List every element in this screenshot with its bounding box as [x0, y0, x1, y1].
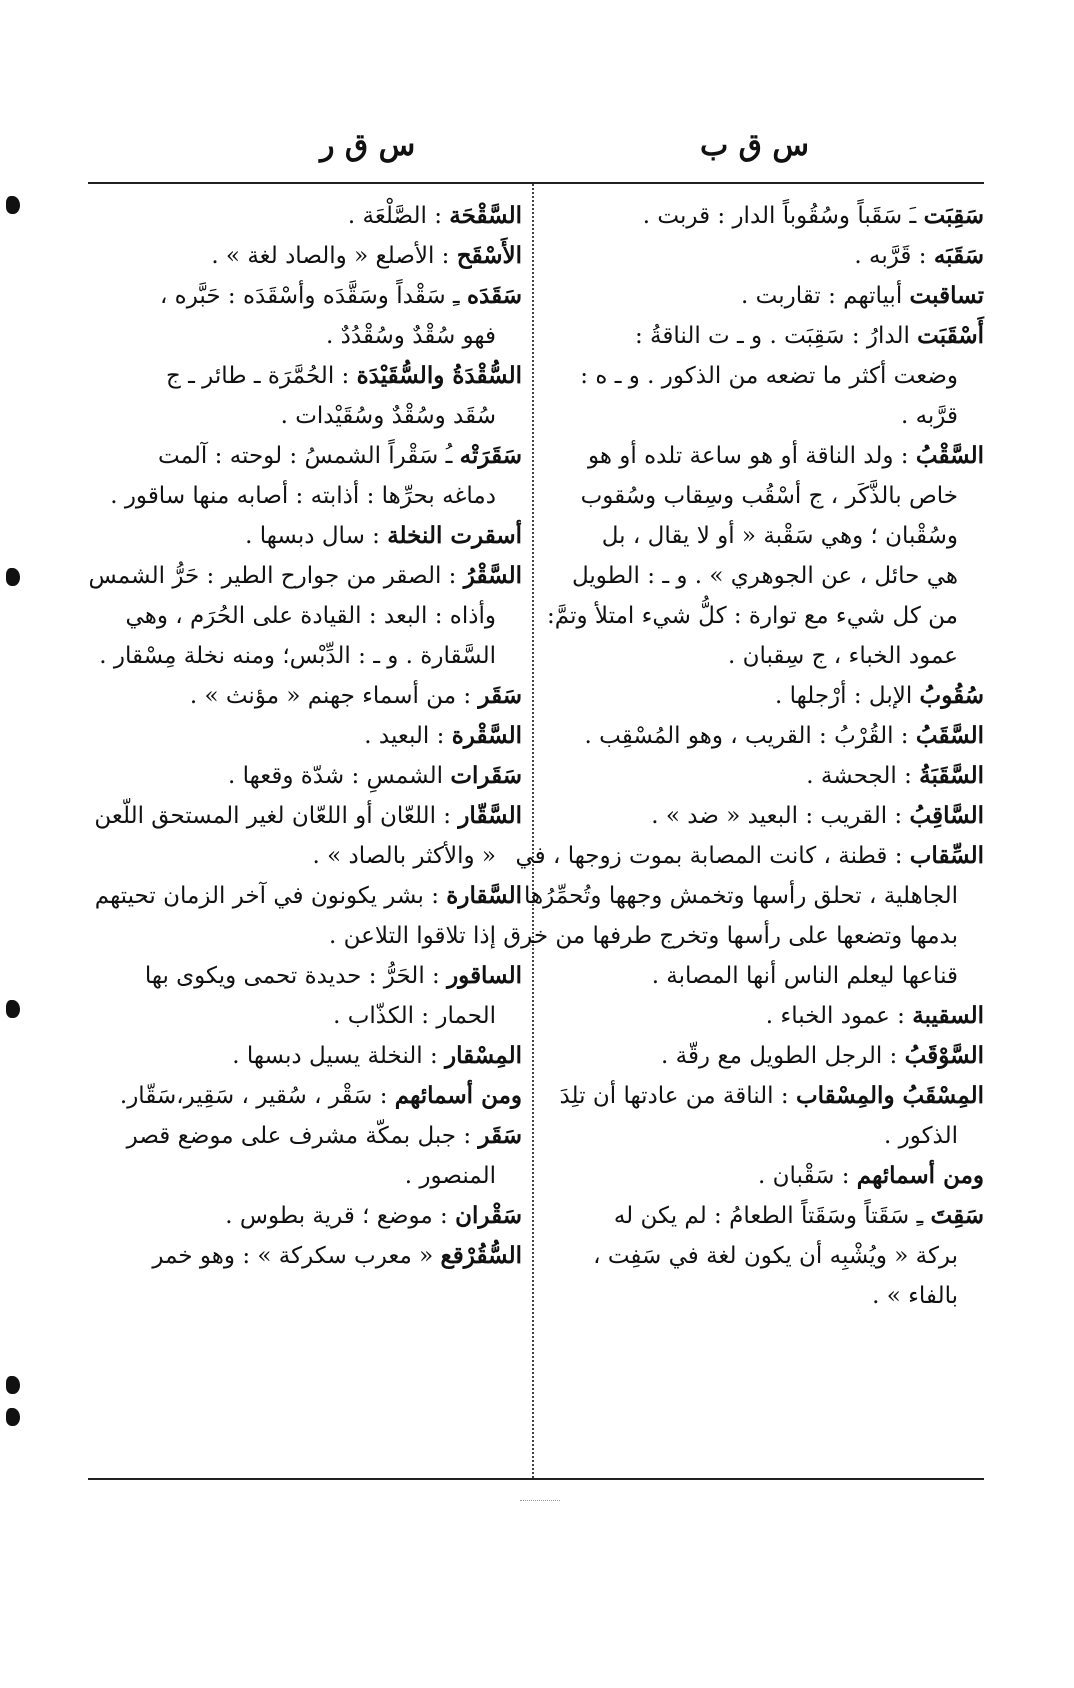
entry-line — [552, 1196, 984, 1236]
entry-line — [552, 636, 984, 676]
definition-text: : قَرَّبه . — [854, 243, 934, 269]
headword: ومن أسمائهم — [856, 1162, 984, 1189]
definition-text: الجاهلية ، تحلق رأسها وتخمش وجهها وتُحمِّرُها — [524, 883, 958, 909]
definition-text: « معرب سكركة » : وهو خمر — [152, 1243, 441, 1269]
entry-line — [515, 836, 984, 876]
definition-text: بدمها وتضعها على رأسها وتخرج طرفها من خرق — [503, 923, 958, 949]
definition-text: : عمود الخباء . — [765, 1003, 913, 1029]
headword: أسقرت النخلة — [387, 522, 522, 549]
entry-line — [90, 836, 522, 876]
headword: السَّقْرُ — [463, 562, 522, 589]
definition-text: : بشر يكونون في آخر الزمان تحيتهم — [94, 883, 447, 909]
definition-text: : النخلة يسيل دبسها . — [232, 1043, 446, 1069]
right-column — [503, 196, 984, 1316]
left-column — [90, 196, 522, 1276]
definition-text: : الرجل الطويل مع رقّة . — [660, 1043, 905, 1069]
margin-ink-mark — [6, 196, 20, 214]
definition-text: المنصور . — [404, 1163, 496, 1189]
headword: السَّوْقَبُ — [904, 1042, 984, 1069]
headword: السَّقْرة — [451, 722, 522, 749]
definition-text: « والأكثر بالصاد » . — [312, 843, 496, 869]
definition-text: : الجحشة . — [806, 763, 920, 789]
margin-ink-mark — [6, 1408, 20, 1426]
entry-line — [90, 716, 522, 756]
entry-line — [90, 276, 522, 316]
headword: سَقَرَتْه — [459, 442, 522, 469]
entry-line — [552, 356, 984, 396]
definition-text: : القُرْبُ : القريب ، وهو المُسْقِب . — [584, 723, 916, 749]
headword: سَقَبَه — [933, 242, 984, 269]
definition-text: : سال دبسها . — [245, 523, 388, 549]
headword: السَّقارة — [446, 882, 522, 909]
margin-ink-mark — [6, 1376, 20, 1394]
definition-text: الشمسِ : شدّة وقعها . — [228, 763, 451, 789]
definition-text: : الصَّلْعَة . — [347, 203, 450, 229]
headword: ومن أسمائهم — [394, 1082, 522, 1109]
headword: سُقُوبُ — [919, 682, 984, 709]
entry-line — [552, 1236, 984, 1276]
definition-text: وسُقْبان ؛ وهي سَقْبة « أو لا يقال ، بل — [601, 523, 958, 549]
definition-text: : الصقر من جوارح الطير : حَرُّ الشمس — [88, 563, 464, 589]
headword: سَقَر — [478, 1122, 522, 1149]
headword: السَّقَبَةُ — [919, 762, 984, 789]
definition-text: : سَقْبان . — [758, 1163, 857, 1189]
headword: سَقَر — [478, 682, 522, 709]
headword: السَّاقِبُ — [909, 802, 984, 829]
headword: سَقِتَ — [930, 1202, 984, 1229]
entry-line — [90, 796, 522, 836]
definition-text: : جبل بمكّة مشرف على موضع قصر — [126, 1123, 479, 1149]
entry-line — [552, 476, 984, 516]
headword: السَّقَبُ — [915, 722, 984, 749]
entry-line — [90, 556, 522, 596]
headword: سَقَدَه — [466, 282, 522, 309]
headword: السَّقْحَة — [449, 202, 522, 229]
definition-text: خاص بالذَّكَر ، ج أسْقُب وسِقاب وسُقوب — [580, 483, 958, 509]
headword: المِسْقَبُ والمِسْقاب — [795, 1082, 984, 1109]
entry-line — [90, 956, 522, 996]
definition-text: : الأصلع « والصاد لغة » . — [211, 243, 457, 269]
headword: تساقبت — [909, 282, 984, 309]
definition-text: : البعيد . — [364, 723, 452, 749]
entry-line — [90, 236, 522, 276]
definition-text: السَّقارة . و ـ : الدِّبْس؛ ومنه نخلة مِسْقار . — [99, 643, 496, 669]
column-divider — [532, 184, 534, 1478]
definition-text: الدارُ : سَقِبَت . و ـ ت الناقةُ : — [634, 323, 918, 349]
entry-line — [503, 916, 984, 956]
print-specks — [520, 1500, 560, 1507]
entry-line — [552, 1276, 984, 1316]
entry-line — [90, 636, 522, 676]
entry-line — [552, 796, 984, 836]
definition-text: عمود الخباء ، ج سِقبان . — [727, 643, 958, 669]
definition-text: : قطنة ، كانت المصابة بموت زوجها ، في — [515, 843, 910, 869]
headword: الساقور — [447, 962, 522, 989]
entry-line — [552, 676, 984, 716]
entry-line — [90, 876, 522, 916]
definition-text: قناعها ليعلم الناس أنها المصابة . — [651, 963, 958, 989]
entry-line — [90, 596, 522, 636]
definition-text: : ولد الناقة أو هو ساعة تلده أو هو — [587, 443, 916, 469]
definition-text: إذا تلاقوا التلاعن . — [329, 923, 496, 949]
headword: السُّقْدَةُ والسُّقَيْدَة — [356, 362, 522, 389]
headword: السِّقاب — [909, 842, 984, 869]
definition-text: قرَّبه . — [900, 403, 958, 429]
definition-text: ـُ سَقْراً الشمسُ : لوحته : آلمت — [158, 443, 460, 469]
entry-line — [90, 436, 522, 476]
definition-text: دماغه بحرِّها : أذابته : أصابه منها ساقور . — [110, 483, 496, 509]
entry-line — [90, 1236, 522, 1276]
definition-text: : القريب : البعيد « ضد » . — [651, 803, 910, 829]
entry-line — [90, 396, 522, 436]
entry-line — [552, 516, 984, 556]
definition-text: أبياتهم : تقاربت . — [741, 283, 910, 309]
definition-text: : اللعّان أو اللعّان لغير المستحق اللّعن — [94, 803, 459, 829]
entry-line — [552, 996, 984, 1036]
definition-text: ـِ سَقَتاً وسَقَتاً الطعامُ : لم يكن له — [613, 1203, 931, 1229]
entry-line — [90, 476, 522, 516]
entry-line — [552, 1036, 984, 1076]
headword: سَقَرات — [450, 762, 522, 789]
left-column-root-header: س ق ر — [320, 128, 416, 163]
headword: أَسْقَبَت — [917, 322, 984, 349]
entry-line — [552, 196, 984, 236]
headword: الأَسْقَح — [456, 242, 522, 269]
top-rule — [88, 182, 984, 184]
definition-text: سُقَد وسُقْدٌ وسُقَيْدات . — [280, 403, 496, 429]
entry-line — [552, 1116, 984, 1156]
entry-line — [90, 516, 522, 556]
entry-line — [90, 1116, 522, 1156]
entry-line — [552, 396, 984, 436]
headword: السَّقّار — [458, 802, 522, 829]
definition-text: : الحُمَّرَة ـ طائر ـ ج — [165, 363, 357, 389]
entry-line — [552, 556, 984, 596]
entry-line — [547, 596, 984, 636]
entry-line — [552, 716, 984, 756]
headword: السُّقُرْقع — [440, 1242, 522, 1269]
entry-line — [552, 316, 984, 356]
definition-text: : الناقة من عادتها أن تلِدَ — [559, 1083, 796, 1109]
headword: المِسْقار — [445, 1042, 522, 1069]
entry-line — [552, 436, 984, 476]
entry-line — [552, 1156, 984, 1196]
definition-text: الحمار : الكذّاب . — [333, 1003, 496, 1029]
definition-text: وأذاه : البعد : القيادة على الحُرَم ، وهي — [125, 603, 496, 629]
entry-line — [552, 1076, 984, 1116]
entry-line — [552, 236, 984, 276]
entry-line — [90, 916, 522, 956]
definition-text: فهو سُقْدٌ وسُقْدُدٌ . — [325, 323, 496, 349]
entry-line — [90, 196, 522, 236]
definition-text: بركة « ويُشْبِه أن يكون لغة في سَفِت ، — [593, 1243, 958, 1269]
entry-line — [90, 756, 522, 796]
margin-ink-mark — [6, 568, 20, 586]
definition-text: وضعت أكثر ما تضعه من الذكور . و ـ ه : — [580, 363, 958, 389]
entry-line — [552, 956, 984, 996]
entry-line — [524, 876, 984, 916]
right-column-root-header: س ق ب — [699, 128, 809, 163]
definition-text: : من أسماء جهنم « مؤنث » . — [189, 683, 479, 709]
entry-line — [90, 1156, 522, 1196]
headword: سَقِبَت — [923, 202, 984, 229]
definition-text: ـَ سَقَباً وسُقُوباً الدار : قربت . — [642, 203, 924, 229]
margin-ink-mark — [6, 1000, 20, 1018]
entry-line — [552, 276, 984, 316]
entry-line — [552, 756, 984, 796]
definition-text: بالفاء » . — [872, 1283, 958, 1309]
entry-line — [90, 316, 522, 356]
definition-text: ـِ سَقْداً وسَقَّدَه وأسْقَدَه : حَبَّره ، — [159, 283, 467, 309]
definition-text: : موضع ؛ قرية بطوس . — [225, 1203, 456, 1229]
entry-line — [90, 996, 522, 1036]
entry-line — [90, 1196, 522, 1236]
definition-text: الذكور . — [883, 1123, 958, 1149]
definition-text: : الحَرُّ : حديدة تحمى ويكوى بها — [144, 963, 448, 989]
entry-line — [90, 676, 522, 716]
definition-text: من كل شيء مع توارة : كلُّ شيء امتلأ وتمَّ: — [547, 603, 958, 629]
headword: سَقْران — [455, 1202, 522, 1229]
headword: السقيبة — [912, 1002, 984, 1029]
headword: السَّقْبُ — [915, 442, 984, 469]
definition-text: هي حائل ، عن الجوهري » . و ـ : الطويل — [571, 563, 958, 589]
definition-text: الإبل : أرْجلها . — [774, 683, 920, 709]
definition-text: : سَقْر ، سُقير ، سَقِير،سَقّار. — [119, 1083, 395, 1109]
entry-line — [90, 1076, 522, 1116]
entry-line — [90, 356, 522, 396]
entry-line — [90, 1036, 522, 1076]
bottom-rule — [88, 1478, 984, 1480]
